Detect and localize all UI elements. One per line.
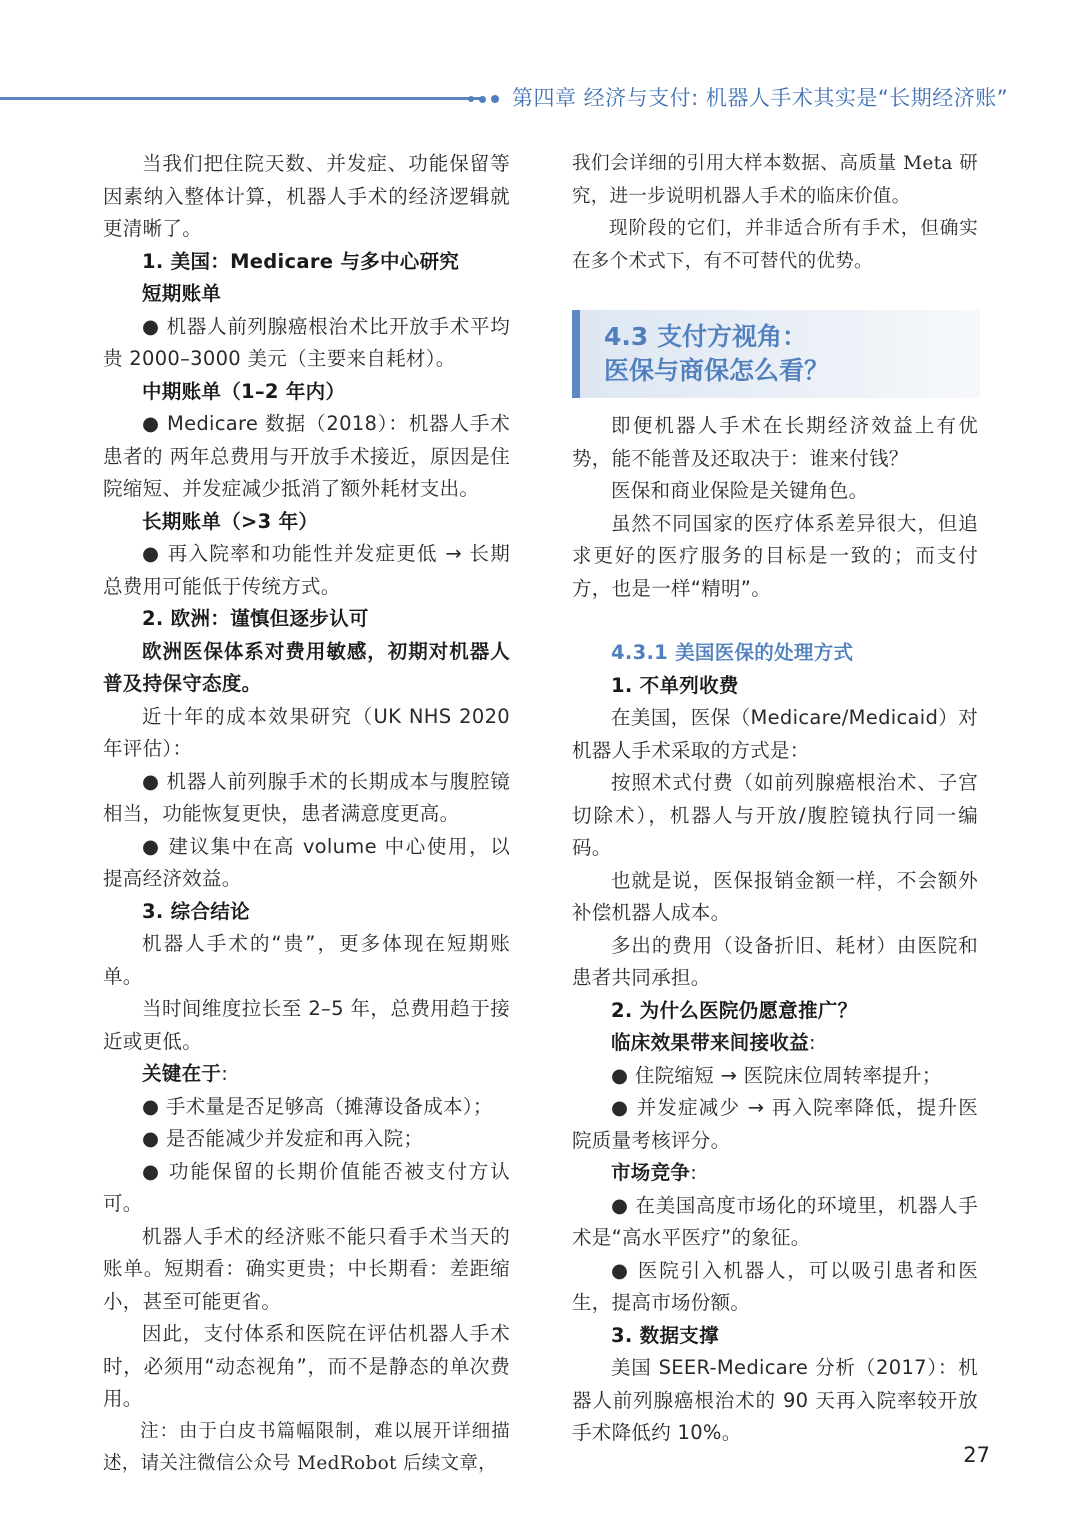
heading-conclusion: 3. 综合结论 xyxy=(142,899,250,923)
paragraph: 当我们把住院天数、并发症、功能保留等因素纳入整体计算，机器人手术的经济逻辑就更清晰了。 xyxy=(103,152,510,240)
header-dots xyxy=(468,92,508,106)
subheading-short-term: 短期账单 xyxy=(142,282,222,305)
clinical-benefit-bold: 临床效果带来间接收益 xyxy=(611,1031,810,1054)
bullet-item: ● 手术量是否足够高（摊薄设备成本）； xyxy=(142,1094,493,1118)
paragraph: 机器人手术的“贵”，更多体现在短期账单。 xyxy=(103,932,510,988)
bullet-item: ● 住院缩短 → 医院床位周转率提升； xyxy=(611,1063,942,1087)
bullet-item: ● 机器人前列腺手术的长期成本与腹腔镜相当，功能恢复更快，患者满意度更高。 xyxy=(103,769,510,825)
heading-why-hospitals: 2. 为什么医院仍愿意推广？ xyxy=(611,998,858,1022)
paragraph: 当时间维度拉长至 2–5 年，总费用趋于接近或更低。 xyxy=(103,997,510,1053)
market-competition-colon: : xyxy=(690,1161,698,1184)
paragraph: 医保和商业保险是关键角色。 xyxy=(611,479,869,502)
bullet-item: ● 功能保留的长期价值能否被支付方认可。 xyxy=(103,1159,510,1215)
note-paragraph: 现阶段的它们，并非适合所有手术，但确实在多个术式下，有不可替代的优势。 xyxy=(572,218,978,272)
bullet-item: ● 再入院率和功能性并发症更低 → 长期总费用可能低于传统方式。 xyxy=(103,542,510,598)
market-competition-bold: 市场竞争 xyxy=(611,1161,691,1184)
bullet-item: ● 建议集中在高 volume 中心使用，以提高经济效益。 xyxy=(103,834,510,890)
paragraph: 因此，支付体系和医院在评估机器人手术时，必须用“动态视角”，而不是静态的单次费用。 xyxy=(103,1322,510,1410)
bullet-item: ● 是否能减少并发症和再入院； xyxy=(142,1127,424,1150)
heading-us: 1. 美国：Medicare 与多中心研究 xyxy=(142,249,460,273)
bullet-item: ● 机器人前列腺癌根治术比开放手术平均贵 2000–3000 美元（主要来自耗材）。 xyxy=(103,314,510,370)
bullet-item: ● Medicare 数据（2018）：机器人手术患者的 两年总费用与开放手术接近，原因是住院缩短、并发症减少抵消了额外耗材支出。 xyxy=(103,412,510,500)
bullet-item: ● 并发症减少 → 再入院率降低，提升医院质量考核评分。 xyxy=(572,1096,978,1152)
right-column xyxy=(572,148,978,278)
subheading-long-term: 长期账单（>3 年） xyxy=(142,509,319,533)
chapter-title: 第四章 经济与支付: 机器人手术其实是“长期经济账” xyxy=(512,86,1009,110)
clinical-benefit-colon: : xyxy=(809,1031,816,1054)
note-continuation: 我们会详细的引用大样本数据、高质量 Meta 研究，进一步说明机器人手术的临床价值。 xyxy=(572,153,978,207)
header-rule xyxy=(0,97,482,100)
paragraph: 美国 SEER-Medicare 分析（2017）：机器人前列腺癌根治术的 90 天再入院率较开放手术降低约 10%。 xyxy=(572,1356,978,1444)
paragraph: 即便机器人手术在长期经济效益上有优势，能不能普及还取决于：谁来付钱？ xyxy=(572,414,978,470)
left-column xyxy=(103,148,510,1481)
key-points-label xyxy=(103,1058,510,1091)
key-points-bold: 关键在于 xyxy=(142,1062,222,1085)
paragraph-bold: 欧洲医保体系对费用敏感，初期对机器人普及持保守态度。 xyxy=(103,639,510,695)
paragraph: 也就是说，医保报销金额一样，不会额外补偿机器人成本。 xyxy=(572,868,978,924)
section-title xyxy=(604,320,974,388)
paragraph: 虽然不同国家的医疗体系差异很大，但追求更好的医疗服务的目标是一致的；而支付方，也是一样“精明”。 xyxy=(572,511,978,600)
heading-no-separate-charge: 1. 不单列收费 xyxy=(611,673,739,697)
heading-data-support: 3. 数据支撑 xyxy=(611,1323,719,1347)
clinical-benefit-label xyxy=(572,1027,978,1060)
section-title-line1: 4.3 支付方视角： xyxy=(604,322,807,351)
market-competition-label xyxy=(572,1157,978,1190)
page-number: 27 xyxy=(963,1443,990,1467)
section-title-line2: 医保与商保怎么看？ xyxy=(604,356,830,385)
section-heading-box xyxy=(572,310,980,398)
key-points-colon: : xyxy=(221,1062,229,1085)
paragraph: 在美国，医保（Medicare/Medicaid）对机器人手术采取的方式是： xyxy=(572,706,978,762)
paragraph: 机器人手术的经济账不能只看手术当天的账单。短期看：确实更贵；中长期看：差距缩小，甚至可能更省。 xyxy=(103,1224,510,1313)
subheading-mid-term: 中期账单（1–2 年内） xyxy=(142,379,346,403)
bullet-item: ● 医院引入机器人，可以吸引患者和医生，提高市场份额。 xyxy=(572,1258,978,1314)
right-column-body xyxy=(572,410,978,1450)
paragraph: 多出的费用（设备折旧、耗材）由医院和患者共同承担。 xyxy=(572,933,978,989)
paragraph: 近十年的成本效果研究（UK NHS 2020 年评估）： xyxy=(103,704,510,760)
paragraph: 按照术式付费（如前列腺癌根治术、子宫切除术），机器人与开放/腹腔镜执行同一编码。 xyxy=(572,771,978,859)
section-accent-bar xyxy=(572,310,580,398)
heading-europe: 2. 欧洲：谨慎但逐步认可 xyxy=(142,607,369,630)
subsection-title: 4.3.1 美国医保的处理方式 xyxy=(611,641,854,664)
bullet-item: ● 在美国高度市场化的环境里，机器人手术是“高水平医疗”的象征。 xyxy=(572,1193,978,1249)
note-paragraph: 注：由于白皮书篇幅限制，难以展开详细描述，请关注微信公众号 MedRobot 后续文章， xyxy=(103,1420,510,1474)
